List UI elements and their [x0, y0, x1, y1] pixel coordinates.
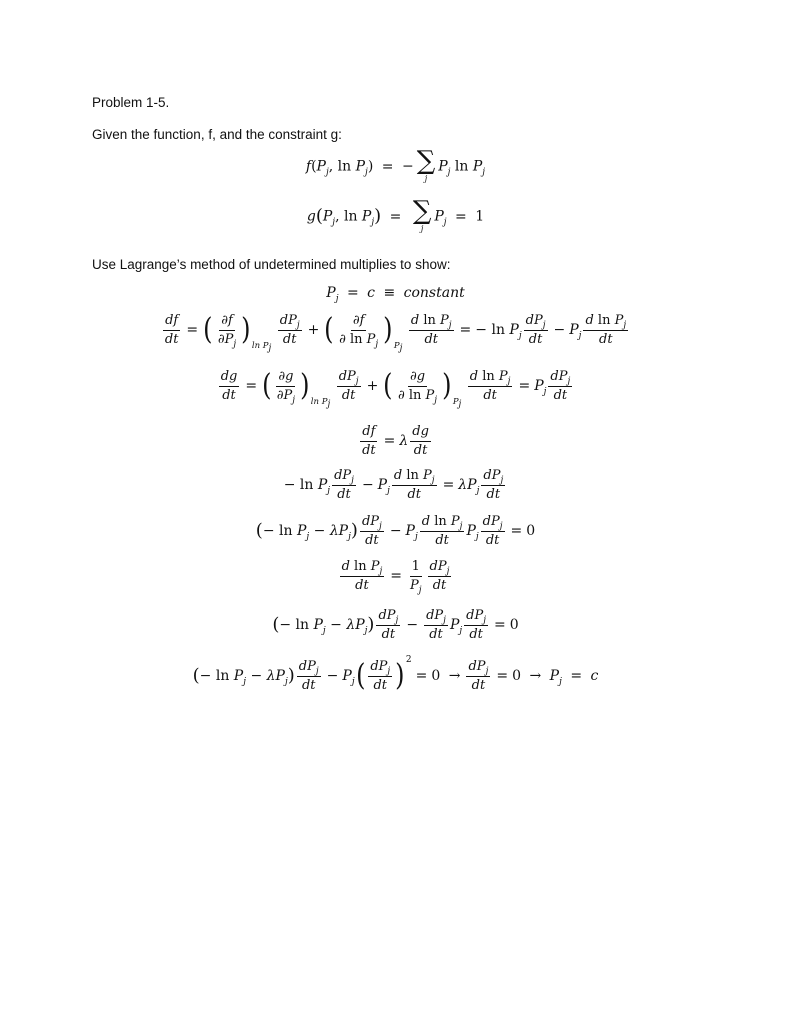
equation-dln: $\frac{d \ln P_j}{dt}$ = $\frac{1}{P_j}$ $\frac{dP_j}{dt}$: [341, 559, 450, 596]
intro-line: Given the function, f, and the constraint g:: [92, 127, 342, 142]
problem-title: Problem 1-5.: [92, 95, 170, 110]
equation-constant: $P_j = c$ ≡ constant: [326, 285, 465, 304]
equation-g: $g(P_j$, $\ln P_j$) = ∑ j $P_j = 1$: [306, 196, 485, 234]
equation-lagrange: $\frac{df}{dt}$ = λ $\frac{dg}{dt}$: [362, 424, 429, 458]
equation-dg-dt: $\frac{dg}{dt}$ = ( $\frac{\partial g}{\partial P_j}$ )ln $P_j$ $\frac{dP_j}{dt}$ + ( $\frac{\partial g}{\partial \ln P_j}$ )$P_j$ $\frac{d \ln P_j}{dt}$ = $P_j$ $\frac{dP_j}{dt}$: [220, 368, 571, 410]
equation-grouped: (− $\ln P_j - \lambda P_j$) $\frac{dP_j}{dt}$ − $P_j$ $\frac{d \ln P_j}{dt}$ $P_j$ $\frac{dP_j}{dt}$ = 0: [255, 514, 536, 548]
equation-df-dt: $\frac{df}{dt}$ = ( $\frac{\partial f}{\partial P_j}$ )ln $P_j$ $\frac{dP_j}{dt}$ + ( $\frac{\partial f}{\partial \ln P_j}$ )$P_j$ $\frac{d \ln P_j}{dt}$ = − $\ln P_j$ $\frac{dP_j}{dt}$ − $P_j$ $\frac{d \ln P_j}{dt}$: [164, 312, 627, 354]
equation-substituted: (− $\ln P_j - \lambda P_j$) $\frac{dP_j}{dt}$ − $\frac{dP_j}{dt}$ $P_j$ $\frac{dP_j}{dt}$ = 0: [272, 608, 519, 642]
method-line: Use Lagrange’s method of undetermined multiplies to show:: [92, 257, 451, 272]
equation-f: $f(P_j$, $\ln P_j$) = − ∑ j $P_j$ $\ln P_j$: [305, 146, 486, 184]
equation-expanded: − $\ln P_j$ $\frac{dP_j}{dt}$ − $P_j$ $\frac{d \ln P_j}{dt}$ = $\lambda P_j$ $\frac{dP_j}{dt}$: [283, 468, 504, 502]
equation-result: (− $\ln P_j - \lambda P_j$) $\frac{dP_j}{dt}$ − $P_j$( $\frac{dP_j}{dt}$ )2= 0 → $\frac{dP_j}{dt}$ = $0 \to P_j = c$: [192, 655, 599, 693]
